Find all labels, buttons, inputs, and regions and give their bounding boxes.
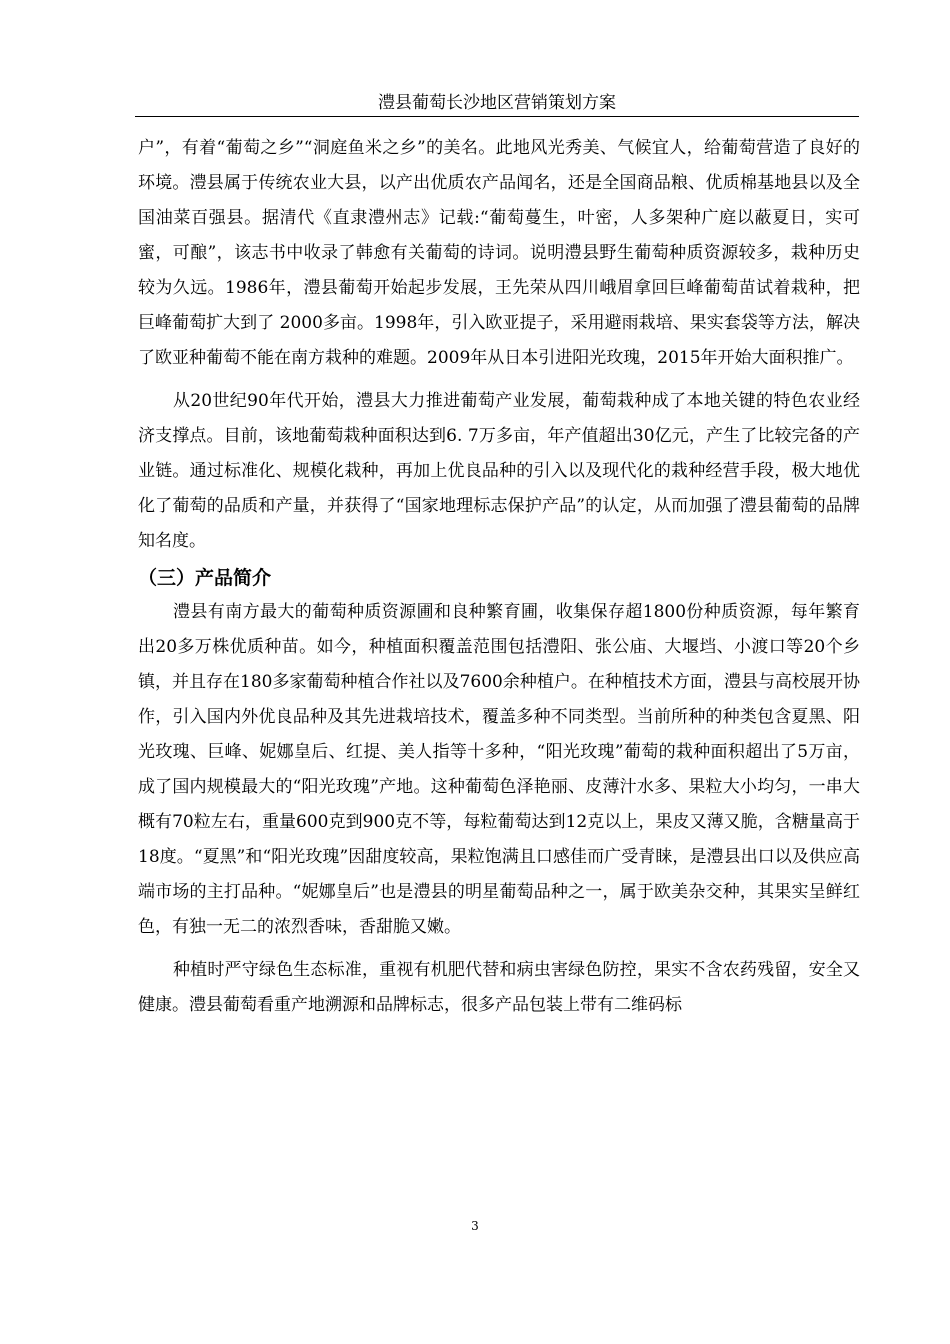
running-header-title: 澧县葡萄长沙地区营销策划方案: [378, 93, 616, 113]
document-body: [138, 131, 860, 1023]
section-heading-product-intro: （三）产品简介: [138, 567, 272, 589]
paragraph-product-varieties: 澧县有南方最大的葡萄种质资源圃和良种繁育圃，收集保存超1800份种质资源，每年繁育出20多万株优质种苗。如今，种植面积覆盖范围包括澧阳、张公庙、大堰垱、小渡口等20个乡镇，并且存在180多家葡萄种植合作社以及7600余种植户。在种植技术方面，澧县与高校展开协作，引入国内外优良品种及其先进栽培技术，覆盖多种不同类型。当前所种的种类包含夏黑、阳光玫瑰、巨峰、妮娜皇后、红提、美人指等十多种，“阳光玫瑰”葡萄的栽种面积超出了5万亩，成了国内规模最大的“阳光玫瑰”产地。这种葡萄色泽艳丽、皮薄汁水多、果粒大小均匀，一串大概有70粒左右，重量600克到900克不等，每粒葡萄达到12克以上，果皮又薄又脆，含糖量高于18度。“夏黑”和“阳光玫瑰”因甜度较高，果粒饱满且口感佳而广受青睐，是澧县出口以及供应高端市场的主打品种。“妮娜皇后”也是澧县的明星葡萄品种之一，属于欧美杂交种，其果实呈鲜红色，有独一无二的浓烈香味，香甜脆又嫩。: [138, 602, 860, 937]
paragraph-history: 户”，有着“葡萄之乡”“洞庭鱼米之乡”的美名。此地风光秀美、气候宜人，给葡萄营造了良好的环境。澧县属于传统农业大县，以产出优质农产品闻名，还是全国商品粮、优质棉基地县以及全国油菜百强县。据清代《直隶澧州志》记载:“葡萄蔓生，叶密，人多架种广庭以蔽夏日，实可蜜，可酿”，该志书中收录了韩愈有关葡萄的诗词。说明澧县野生葡萄种质资源较多，栽种历史较为久远。1986年，澧县葡萄开始起步发展，王先荣从四川峨眉拿回巨峰葡萄苗试着栽种，把巨峰葡萄扩大到了 2000多亩。1998年，引入欧亚提子，采用避雨栽培、果实套袋等方法，解决了欧亚种葡萄不能在南方栽种的难题。2009年从日本引进阳光玫瑰，2015年开始大面积推广。: [138, 138, 860, 368]
header-divider: [135, 116, 859, 117]
page-number: 3: [471, 1219, 479, 1233]
paragraph-industry-development: 从20世纪90年代开始，澧县大力推进葡萄产业发展，葡萄栽种成了本地关键的特色农业经济支撑点。目前，该地葡萄栽种面积达到6. 7万多亩，年产值超出30亿元，产生了比较完备的产业链。通过标准化、规模化栽种，再加上优良品种的引入以及现代化的栽种经营手段，极大地优化了葡萄的品质和产量，并获得了“国家地理标志保护产品”的认定，从而加强了澧县葡萄的品牌知名度。: [138, 391, 860, 551]
paragraph-green-standards: 种植时严守绿色生态标准，重视有机肥代替和病虫害绿色防控，果实不含农药残留，安全又健康。澧县葡萄看重产地溯源和品牌标志，很多产品包装上带有二维码标: [138, 960, 860, 1015]
